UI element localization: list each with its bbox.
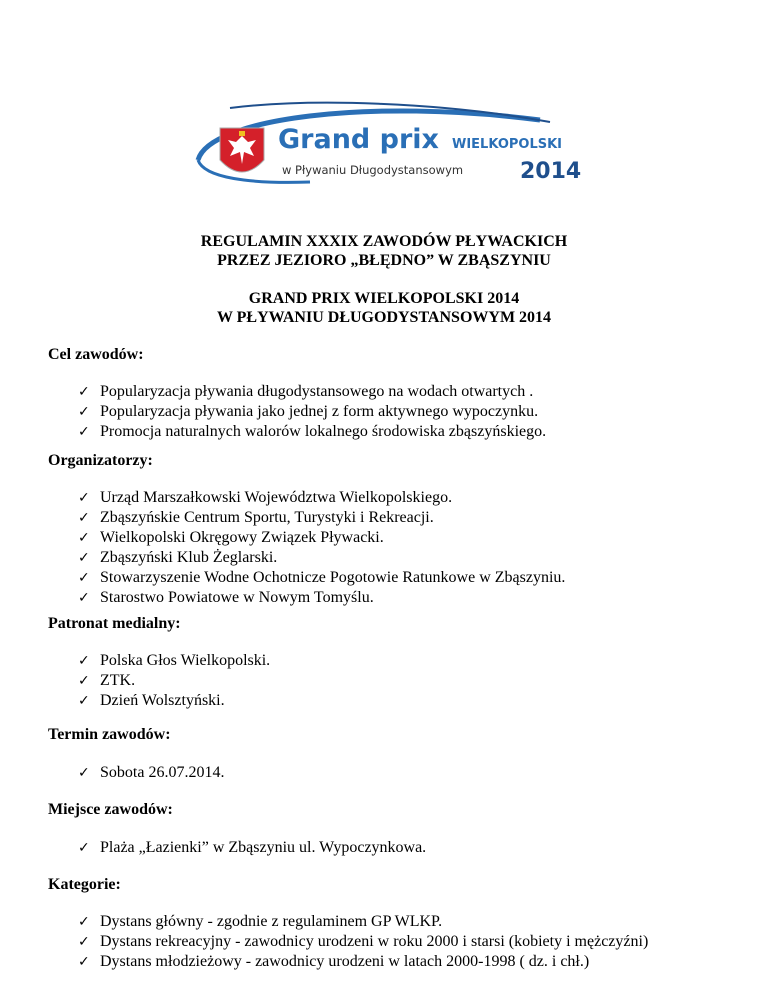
check-icon: ✓ bbox=[78, 765, 90, 781]
list-item: ✓ Dystans rekreacyjny - zawodnicy urodzeni w roku 2000 i starsi (kobiety i mężczyźni) bbox=[78, 933, 649, 950]
check-icon: ✓ bbox=[78, 570, 90, 586]
title-line-2: PRZEZ JEZIORO „BŁĘDNO” W ZBĄSZYNIU bbox=[217, 252, 551, 269]
list-item: ✓ Zbąszyński Klub Żeglarski. bbox=[78, 549, 278, 566]
check-icon: ✓ bbox=[78, 673, 90, 689]
title-line-4: W PŁYWANIU DŁUGODYSTANSOWYM 2014 bbox=[216, 309, 552, 326]
check-icon: ✓ bbox=[78, 530, 90, 546]
list-item: ✓ Popularyzacja pływania jako jednej z form aktywnego wypoczynku. bbox=[78, 403, 539, 420]
list-item: ✓ Popularyzacja pływania długodystansowego na wodach otwartych . bbox=[78, 383, 534, 400]
check-icon: ✓ bbox=[78, 550, 90, 566]
section-heading-media: Patronat medialny: bbox=[48, 615, 181, 632]
date-list bbox=[78, 763, 224, 783]
logo-title: Grand prix bbox=[278, 124, 439, 155]
categories-list bbox=[78, 912, 648, 972]
list-item: ✓ Zbąszyńskie Centrum Sportu, Turystyki i Rekreacji. bbox=[78, 509, 434, 526]
section-heading-goal: Cel zawodów: bbox=[48, 346, 144, 363]
organizers-list bbox=[78, 488, 565, 608]
logo-subtitle: w Pływaniu Długodystansowym bbox=[282, 163, 464, 177]
list-item: ✓ Dystans główny - zgodnie z regulaminem GP WLKP. bbox=[78, 913, 443, 930]
media-list bbox=[78, 651, 270, 711]
list-item: ✓ Wielkopolski Okręgowy Związek Pływacki. bbox=[78, 529, 384, 546]
check-icon: ✓ bbox=[78, 590, 90, 606]
list-item: ✓ Polska Głos Wielkopolski. bbox=[78, 652, 271, 669]
check-icon: ✓ bbox=[78, 490, 90, 506]
grand-prix-logo bbox=[190, 98, 600, 190]
check-icon: ✓ bbox=[78, 404, 90, 420]
title-line-1: REGULAMIN XXXIX ZAWODÓW PŁYWACKICH bbox=[200, 233, 568, 250]
check-icon: ✓ bbox=[78, 384, 90, 400]
list-item: ✓ Dystans młodzieżowy - zawodnicy urodzeni w latach 2000-1998 ( dz. i chł.) bbox=[78, 953, 590, 970]
check-icon: ✓ bbox=[78, 510, 90, 526]
list-item: ✓ Promocja naturalnych walorów lokalnego środowiska zbąszyńskiego. bbox=[78, 423, 547, 440]
check-icon: ✓ bbox=[78, 914, 90, 930]
check-icon: ✓ bbox=[78, 653, 90, 669]
section-heading-date: Termin zawodów: bbox=[48, 726, 171, 743]
check-icon: ✓ bbox=[78, 693, 90, 709]
goal-list bbox=[78, 382, 546, 442]
list-item: ✓ Sobota 26.07.2014. bbox=[78, 764, 225, 781]
section-heading-organizers: Organizatorzy: bbox=[48, 452, 153, 469]
logo-year: 2014 bbox=[520, 159, 582, 184]
section-heading-place: Miejsce zawodów: bbox=[48, 801, 173, 818]
list-item: ✓ ZTK. bbox=[78, 672, 136, 689]
eagle-crest-icon bbox=[220, 128, 264, 172]
title-line-3: GRAND PRIX WIELKOPOLSKI 2014 bbox=[248, 290, 520, 307]
list-item: ✓ Urząd Marszałkowski Województwa Wielkopolskiego. bbox=[78, 489, 453, 506]
list-item: ✓ Dzień Wolsztyński. bbox=[78, 692, 225, 709]
list-item: ✓ Starostwo Powiatowe w Nowym Tomyślu. bbox=[78, 589, 374, 606]
check-icon: ✓ bbox=[78, 424, 90, 440]
list-item: ✓ Stowarzyszenie Wodne Ochotnicze Pogotowie Ratunkowe w Zbąszyniu. bbox=[78, 569, 566, 586]
place-list bbox=[78, 838, 426, 858]
check-icon: ✓ bbox=[78, 954, 90, 970]
logo-region: WIELKOPOLSKI bbox=[452, 137, 563, 152]
list-item: ✓ Plaża „Łazienki” w Zbąszyniu ul. Wypoczynkowa. bbox=[78, 839, 427, 856]
section-heading-categories: Kategorie: bbox=[48, 876, 121, 893]
check-icon: ✓ bbox=[78, 934, 90, 950]
check-icon: ✓ bbox=[78, 840, 90, 856]
